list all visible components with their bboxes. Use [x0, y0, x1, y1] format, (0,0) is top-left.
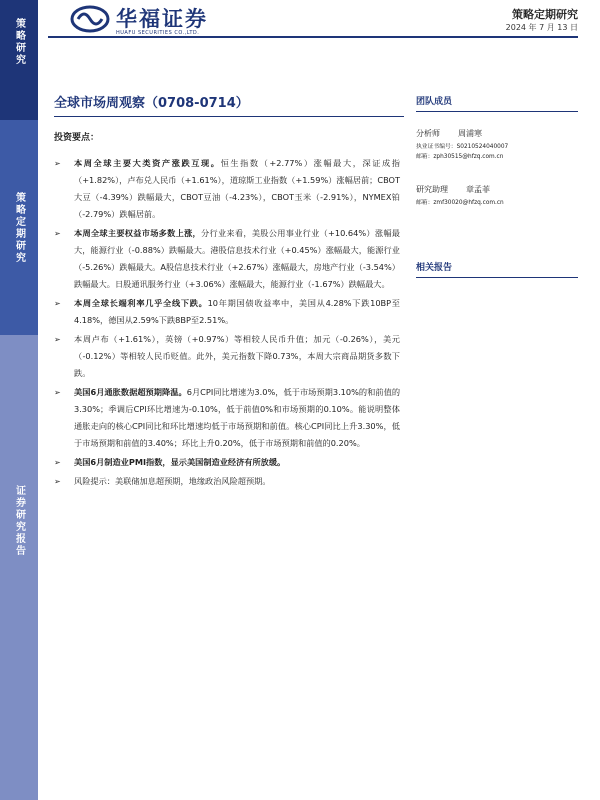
- bullet-item: [54, 331, 400, 382]
- bullet-item: [54, 473, 400, 490]
- bullet-lead: 本周全球主要权益市场多数上涨，: [74, 228, 202, 238]
- logo-chinese-name: 华福证券: [116, 7, 208, 31]
- sidebar-label-3: 证券研究报告: [13, 485, 25, 557]
- arrow-bullet-icon: ➢: [54, 229, 61, 238]
- bullet-text: 6月CPI同比增速为3.0%，低于市场预期3.10%的和前值的3.30%；季调后CPI环比增速为-0.10%，低于前值0%和市场预期的0.10%。能说明整体通胀走向的核心CPI同比和环比增速均低于市场预期和前值。核心CPI同比上升3.30%，低于市场预期和前值的3.40%；环比上升0.20%，低于市场预期和前值的0.20%。: [74, 387, 401, 448]
- report-type: 策略定期研究: [512, 8, 578, 21]
- arrow-bullet-icon: ➢: [54, 388, 61, 397]
- sidebar-segment-periodic: [0, 120, 38, 335]
- left-sidebar: [0, 0, 38, 800]
- header-divider: [48, 36, 578, 38]
- analyst-role: 研究助理: [416, 185, 448, 194]
- analyst-email: 邮箱：zmf30020@hfzq.com.cn: [416, 200, 504, 206]
- analyst-name: 章孟菲: [466, 185, 490, 194]
- analyst-card: [416, 128, 578, 162]
- bullet-item: [54, 225, 400, 293]
- analyst-name-row: [416, 128, 578, 139]
- analyst-name: 周浦寒: [458, 129, 482, 138]
- title-divider: [54, 116, 404, 117]
- team-heading: 团队成员: [416, 94, 578, 112]
- analyst-role: 分析师: [416, 129, 440, 138]
- arrow-bullet-icon: ➢: [54, 335, 61, 344]
- sidebar-segment-report: [0, 335, 38, 800]
- logo-english-name: HUAFU SECURITIES CO.,LTD.: [116, 30, 200, 36]
- report-date: 2024 年 7 月 13 日: [505, 23, 578, 32]
- bullet-item: [54, 454, 400, 471]
- company-logo: [70, 3, 270, 37]
- huafu-logo-icon: [70, 5, 110, 33]
- arrow-bullet-icon: ➢: [54, 477, 61, 486]
- analyst-name-row: [416, 184, 578, 195]
- bullet-text: 10年期国债收益率中，美国从4.28%下跌10BP至4.18%，德国从2.59%下跌8BP至2.51%。: [74, 298, 400, 325]
- section-heading: 投资要点：: [54, 133, 100, 143]
- bullet-text: 本周卢布（+1.61%），英镑（+0.97%）等相较人民币升值；加元（-0.26%），美元（-0.12%）等相较人民币贬值。此外，美元指数下降0.73%，本周大宗商品期货多数下跌。: [74, 334, 400, 378]
- sidebar-label-1: 策略研究: [13, 18, 25, 66]
- main-column: [54, 130, 400, 492]
- right-column: [416, 94, 578, 294]
- bullet-text: 分行业来看，美股公用事业行业（+10.64%）涨幅最大，能源行业（-0.88%）跌幅最大。港股信息技术行业（+0.45%）涨幅最大，能源行业（-5.26%）跌幅最大。A股信息技术行业（+2.67%）涨幅最大，房地产行业（-3.54%）跌幅最大。日股通讯服务行业（+3.06%）涨幅最大，能源行业（-1.67%）跌幅最大。: [74, 228, 400, 289]
- sidebar-segment-strategy: [0, 0, 38, 120]
- analyst-cert: 执业证书编号：S0210524040007: [416, 144, 509, 150]
- bullet-item: [54, 295, 400, 329]
- bullet-lead: 本周全球主要大类资产涨跌互现。: [74, 158, 221, 168]
- bullet-lead: 美国6月通胀数据超预期降温。: [74, 387, 187, 397]
- analyst-card: [416, 184, 578, 208]
- sidebar-label-2: 策略定期研究: [13, 192, 25, 264]
- arrow-bullet-icon: ➢: [54, 299, 61, 308]
- bullet-lead: 美国6月制造业PMI指数，显示美国制造业经济有所放缓。: [74, 457, 286, 467]
- report-title: 全球市场周观察（0708-0714）: [54, 96, 249, 111]
- bullet-text: 风险提示：美联储加息超预期，地缘政治风险超预期。: [74, 476, 271, 486]
- bullet-text: 恒生指数（+2.77%）涨幅最大，深证成指（+1.82%），卢布兑人民币（+1.61%），道琼斯工业指数（+1.59%）涨幅居前；CBOT大豆（-4.39%）跌幅最大，CBOT豆油（-4.23%），CBOT玉米（-2.91%），NYMEX铂（-2.79%）跌幅居前。: [74, 158, 400, 219]
- bullet-item: [54, 384, 400, 452]
- bullet-lead: 本周全球长端利率几乎全线下跌。: [74, 298, 208, 308]
- arrow-bullet-icon: ➢: [54, 458, 61, 467]
- related-reports-heading: 相关报告: [416, 260, 578, 278]
- arrow-bullet-icon: ➢: [54, 159, 61, 168]
- analyst-email: 邮箱：zph30515@hfzq.com.cn: [416, 154, 504, 160]
- bullet-item: [54, 155, 400, 223]
